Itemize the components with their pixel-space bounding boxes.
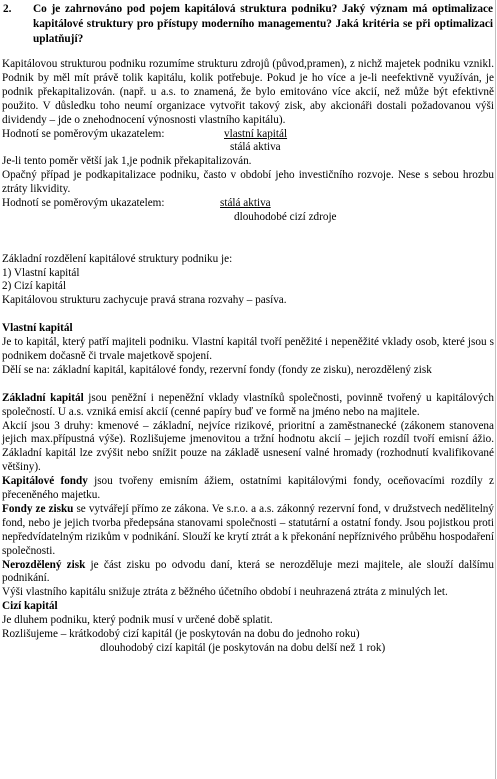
foreign-capital-short-term: Rozlišujeme – krátkodobý cizí kapitál (je poskytován na dobu do jednoho roku)	[2, 628, 360, 641]
profit-funds-term: Fondy ze zisku	[2, 502, 74, 515]
ratio-1-denominator: stálá aktiva	[230, 141, 281, 154]
intro-paragraph: Kapitálovou strukturou podniku rozumíme strukturu zdrojů (původ,pramen), z nichž majetek podniku vznikl. Podnik by měl mít právě tolik kapitálu, kolik potřebuje. Pokud je ho více a je-li neefektivně využíván, je podnik překapitalizován. (např. u a.s. to znamená, že bylo emitováno více akcií, než může být efektivně použito. V důsledku toho neumí organizace vytvořit takový zisk, aby akcionáři dostali požadovanou výši dividendy – jde o znehodnocení výnosnosti vlastního kapitálu).	[2, 58, 494, 126]
document-body	[2, 58, 494, 656]
overcapitalization-note: Je-li tento poměr větší jak 1,je podnik překapitalizován.	[2, 155, 252, 168]
division-item-foreign: 2) Cizí kapitál	[2, 280, 67, 293]
division-note: Kapitálovou strukturu zachycuje pravá strana rozvahy – pasíva.	[2, 294, 287, 307]
retained-earnings-term: Nerozdělený zisk	[2, 558, 86, 571]
retained-earnings-text: je část zisku po odvodu daní, která se nerozděluje mezi majitele, ale slouží dalšímu podnikání.	[2, 558, 494, 585]
own-capital-heading: Vlastní kapitál	[2, 322, 73, 335]
foreign-capital-long-term: dlouhodobý cizí kapitál (je poskytován na dobu delší než 1 rok)	[100, 642, 386, 655]
foreign-capital-definition: Je dluhem podniku, který podnik musí v určené době splatit.	[2, 614, 273, 627]
ratio-2	[2, 197, 494, 211]
shares-paragraph: Akcií jsou 3 druhy: kmenové – základní, nejvíce rizikové, prioritní a zaměstnanecké (zákonem stanovena jejich max.přípustná výše). Rozlišujeme jmenovitou a tržní hodnotu akcií – jejich rozdíl tvoří emisní ážio. Základní kapitál lze zvýšit nebo snížit pouze na základě usnesení valné hromady (rozhodnutí kvalifikované většiny).	[2, 419, 494, 474]
own-capital-division: Dělí se na: základní kapitál, kapitálové fondy, rezervní fondy (fondy ze zisku), nerozdělený zisk	[2, 363, 432, 376]
division-title: Základní rozdělení kapitálové struktury podniku je:	[2, 252, 233, 265]
ratio-2-denominator: dlouhodobé cizí zdroje	[234, 210, 337, 223]
basic-capital-text: jsou peněžní i nepeněžní vklady vlastníků společnosti, povinně tvořený u kapitálových společností. U a.s. vzniká emisí akcií (cenné papíry buď ve formě na jméno nebo na majitele.	[2, 391, 494, 418]
profit-funds-paragraph	[2, 503, 494, 559]
division-item-own: 1) Vlastní kapitál	[2, 266, 80, 279]
basic-capital-paragraph	[2, 392, 494, 420]
ratio-1	[2, 128, 494, 142]
capital-funds-text: jsou tvořeny emisním ážiem, ostatními kapitálovými fondy, oceňovacími rozdíly z přeceněného majetku.	[2, 475, 494, 502]
ratio-1-label: Hodnotí se poměrovým ukazatelem:	[2, 127, 165, 140]
ratio-2-label: Hodnotí se poměrovým ukazatelem:	[2, 197, 165, 210]
ratio-2-numerator: stálá aktiva	[220, 197, 271, 210]
foreign-capital-heading: Cizí kapitál	[2, 600, 58, 613]
question-heading	[3, 2, 493, 47]
retained-earnings-paragraph	[2, 559, 494, 587]
capital-funds-term: Kapitálové fondy	[2, 475, 88, 488]
undercapitalization-paragraph: Opačný případ je podkapitalizace podniku, často v období jeho investičního rozvoje. Nese s sebou hrozbu ztráty likvidity.	[2, 169, 494, 196]
question-number: 2.	[3, 3, 12, 15]
basic-capital-term: Základní kapitál	[2, 391, 84, 404]
profit-funds-text: se vytvářejí přímo ze zákona. Ve s.r.o. a a.s. zákonný rezervní fond, v družstvech nedělitelný fond, nebo je jejich tvorba předepsána stanovami společnosti – statutární a ostatní fondy. Jsou pojistkou proti nepředvídatelným rizikům v podnikání. Slouží ke krytí ztrát a k překonání nepříznivého průběhu hospodaření společnosti.	[2, 502, 494, 557]
ratio-1-numerator: vlastní kapitál	[224, 127, 288, 140]
own-capital-paragraph: Je to kapitál, který patří majiteli podniku. Vlastní kapitál tvoří peněžité i nepeněžité vklady osob, které jsou s podnikem dočasně či trvale majetkově spojení.	[2, 336, 494, 362]
question-text: Co je zahrnováno pod pojem kapitálová struktura podniku? Jaký význam má optimalizace kapitálové struktury pro přístupy moderního managementu? Jaká kritéria se při optimalizaci uplatňují?	[33, 3, 493, 45]
capital-funds-paragraph	[2, 475, 494, 503]
loss-paragraph: Výši vlastního kapitálu snižuje ztráta z běžného účetního období i neuhrazená ztráta z minulých let.	[2, 586, 448, 599]
